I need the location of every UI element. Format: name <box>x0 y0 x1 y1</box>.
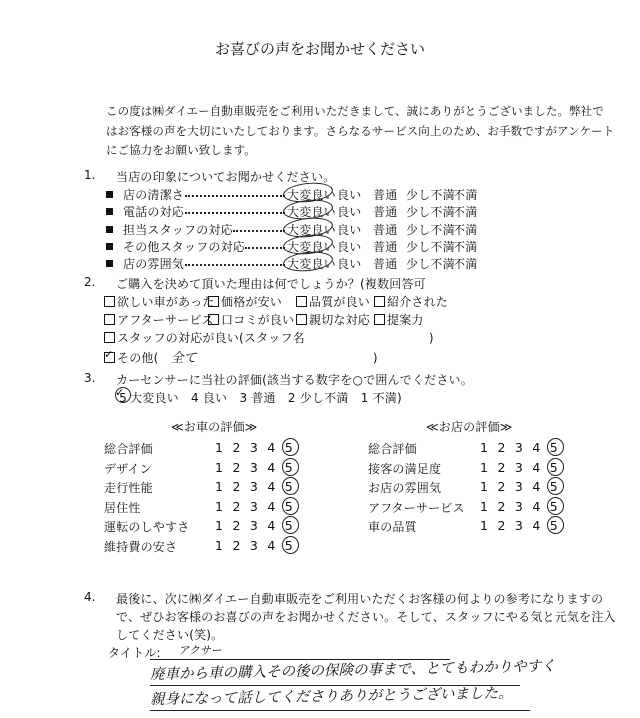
reason-row-other <box>104 347 378 366</box>
reason-option[interactable] <box>104 293 215 310</box>
checkbox[interactable] <box>296 314 307 325</box>
choice-4[interactable]: 少し不満 <box>406 188 455 202</box>
reason-label: 紹介された <box>387 295 449 309</box>
question-text-line: してください(笑)。 <box>116 628 224 642</box>
reason-option[interactable] <box>296 311 374 328</box>
choice-1[interactable]: 大変良い <box>287 223 336 237</box>
rating-item-label: 走行性能 <box>104 481 153 495</box>
rating-item-label: 車の品質 <box>368 520 417 534</box>
dotted-leader <box>185 212 285 214</box>
reason-label: 価格が安い <box>221 295 283 309</box>
dotted-leader <box>233 230 285 232</box>
car-rating-header: ≪お車の評価≫ <box>171 420 258 434</box>
choice-1[interactable]: 大変良い <box>287 257 336 271</box>
other-close-paren: ) <box>372 351 378 365</box>
reason-option[interactable] <box>296 293 374 310</box>
rating-scale[interactable]: 12345 <box>215 499 303 514</box>
reason-row <box>104 329 434 346</box>
choice-5[interactable]: 不満 <box>453 240 478 254</box>
rating-scale[interactable]: 12345 <box>480 479 568 494</box>
impression-label: その他スタッフの対応 <box>123 240 246 254</box>
rating-scale[interactable]: 12345 <box>215 538 303 553</box>
intro-line: この度は㈱ダイエー自動車販売をご利用いただきまして、誠にありがとうございました。弊社で <box>106 104 604 118</box>
choice-2[interactable]: 良い <box>337 240 362 254</box>
reason-label: 口コミが良い <box>221 313 295 327</box>
choice-4[interactable]: 少し不満 <box>406 205 455 219</box>
rating-item-label: 総合評価 <box>104 442 153 456</box>
choice-2[interactable]: 良い <box>337 188 362 202</box>
reason-label: 提案力 <box>387 313 424 327</box>
bullet-icon <box>106 226 113 233</box>
question-number: 3. <box>84 371 96 385</box>
choice-5[interactable]: 不満 <box>453 188 478 202</box>
checkbox[interactable] <box>296 296 307 307</box>
choice-1[interactable]: 大変良い <box>287 240 336 254</box>
question-label: ご購入を決めて頂いた理由は何でしょうか？(複数回答可 <box>116 277 426 291</box>
other-value[interactable]: 全て <box>170 351 197 366</box>
question-label: 当店の印象についてお聞かせください。 <box>116 170 336 184</box>
impression-label: 店の雰囲気 <box>123 257 185 271</box>
reason-row <box>104 293 454 310</box>
question-number: 4. <box>84 590 96 604</box>
reason-option[interactable] <box>208 311 296 328</box>
reason-row <box>104 311 454 328</box>
title-field-value[interactable]: アクサー <box>178 644 222 657</box>
checkbox[interactable] <box>104 314 115 325</box>
rating-scale[interactable]: 12345 <box>215 440 303 455</box>
selection-circle <box>115 387 131 403</box>
choice-1[interactable]: 大変良い <box>287 188 336 202</box>
reason-close-paren: ) <box>428 331 434 345</box>
dotted-leader <box>245 247 285 249</box>
question-number: 1. <box>84 168 96 182</box>
rating-scale[interactable]: 12345 <box>480 440 568 455</box>
choice-3[interactable]: 普通 <box>373 240 398 254</box>
choice-3[interactable]: 普通 <box>373 223 398 237</box>
choice-5[interactable]: 不満 <box>453 205 478 219</box>
intro-line: はお客様の声を大切にいたしております。さらなるサービス向上のため、お手数ですがアンケート <box>106 124 615 138</box>
shop-rating-header: ≪お店の評価≫ <box>426 420 513 434</box>
bullet-icon <box>106 243 113 250</box>
bullet-icon <box>106 191 113 198</box>
rating-item-label: アフターサービス <box>368 501 465 515</box>
answer-line[interactable]: 廃車から車の購入その後の保険の事まで、とてもわかりやすく <box>149 658 556 683</box>
rating-scale[interactable]: 12345 <box>480 460 568 475</box>
impression-label: 電話の対応 <box>123 205 185 219</box>
other-label: その他( <box>117 351 159 365</box>
reason-label: 品質が良い <box>309 295 371 309</box>
checkbox-checked[interactable] <box>104 352 115 363</box>
survey-title: お喜びの声をお聞かせください <box>214 40 425 58</box>
dotted-leader <box>185 264 285 266</box>
checkbox[interactable] <box>208 314 219 325</box>
reason-option[interactable] <box>374 293 454 310</box>
choice-3[interactable]: 普通 <box>373 205 398 219</box>
choice-3[interactable]: 普通 <box>373 257 398 271</box>
reason-option[interactable] <box>374 311 454 328</box>
scale-selected-number: 5 ✓ <box>116 391 130 405</box>
checkbox[interactable] <box>104 332 115 343</box>
choice-5[interactable]: 不満 <box>453 223 478 237</box>
answer-line[interactable]: 親身になって話してくださりありがとうございました。 <box>149 685 513 708</box>
question-number: 2. <box>84 275 96 289</box>
choice-4[interactable]: 少し不満 <box>406 240 455 254</box>
rating-scale[interactable]: 12345 <box>215 518 303 533</box>
dotted-leader <box>185 195 285 197</box>
bullet-icon <box>106 260 113 267</box>
choice-4[interactable]: 少し不満 <box>406 257 455 271</box>
rating-item-label: デザイン <box>104 462 152 476</box>
rating-item-label: 総合評価 <box>368 442 417 456</box>
reason-label: スタッフの対応が良い(スタッフ名 <box>117 331 305 345</box>
title-field-label: タイトル: <box>108 646 161 660</box>
impression-label: 担当スタッフの対応 <box>123 223 233 237</box>
choice-5[interactable]: 不満 <box>453 257 478 271</box>
rating-item-label: 維持費の安さ <box>104 540 178 554</box>
checkbox[interactable] <box>104 296 115 307</box>
choice-3[interactable]: 普通 <box>373 188 398 202</box>
rating-scale[interactable]: 12345 <box>215 479 303 494</box>
scale-text: 大変良い 4 良い 3 普通 2 少し不満 1 不満) <box>130 391 402 405</box>
reason-option[interactable] <box>104 311 214 328</box>
rating-item-label: 居住性 <box>104 501 141 515</box>
rating-scale[interactable]: 12345 <box>215 460 303 475</box>
choice-2[interactable]: 良い <box>337 205 362 219</box>
rating-scale[interactable]: 12345 <box>480 518 568 533</box>
rating-item-label: 接客の満足度 <box>368 462 442 476</box>
impression-label: 店の清潔さ <box>123 188 185 202</box>
intro-line: にご協力をお願い致します。 <box>106 143 256 157</box>
scale-legend <box>116 389 402 406</box>
reason-label: 親切な対応 <box>309 313 371 327</box>
bullet-icon <box>106 208 113 215</box>
checkbox[interactable] <box>374 314 385 325</box>
question-text-line: 最後に、次に㈱ダイエー自動車販売をご利用いただくお客様の何よりの参考になりますの <box>116 592 604 606</box>
rating-item-label: お店の雰囲気 <box>368 481 442 495</box>
choice-2[interactable]: 良い <box>337 257 362 271</box>
choice-2[interactable]: 良い <box>337 223 362 237</box>
question-label: カーセンサーに当社の評価(該当する数字を○で囲んでください。 <box>116 373 473 387</box>
rating-scale[interactable]: 12345 <box>480 499 568 514</box>
question-text-line: で、ぜひお客様のお喜びの声をお聞かせください。そして、スタッフにやる気と元気を注入 <box>116 610 616 624</box>
reason-option[interactable] <box>208 293 296 310</box>
choice-4[interactable]: 少し不満 <box>406 223 455 237</box>
choice-1[interactable]: 大変良い <box>287 205 336 219</box>
checkbox[interactable] <box>208 296 219 307</box>
rating-item-label: 運転のしやすさ <box>104 520 190 534</box>
answer-underline <box>150 710 530 711</box>
checkbox[interactable] <box>374 296 385 307</box>
reason-label: アフターサービス <box>117 313 214 327</box>
reason-label: 欲しい車があった <box>117 295 215 309</box>
